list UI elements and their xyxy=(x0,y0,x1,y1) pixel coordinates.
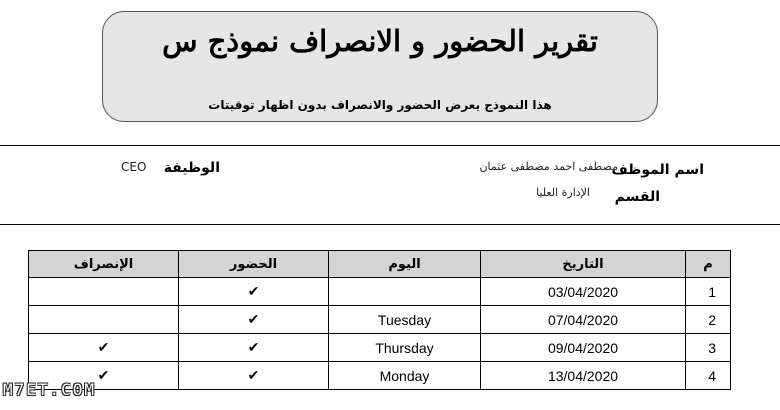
row-day: Monday xyxy=(329,362,481,390)
report-subtitle: هذا النموذج يعرض الحضور والانصراف بدون اظهار توقيتات xyxy=(208,98,552,112)
check-in-mark: ✔ xyxy=(179,334,329,362)
row-number: 1 xyxy=(686,278,731,306)
table-header-row xyxy=(29,251,731,278)
divider-bottom xyxy=(0,224,780,225)
check-out-mark: ✔ xyxy=(29,334,179,362)
row-date: 03/04/2020 xyxy=(481,278,686,306)
report-title-box xyxy=(102,11,658,122)
header-day: اليوم xyxy=(329,251,481,278)
check-out-mark: ✔ xyxy=(29,362,179,390)
row-number: 2 xyxy=(686,306,731,334)
site-watermark: M7ET.COM xyxy=(3,380,97,399)
row-day xyxy=(329,278,481,306)
report-title: تقرير الحضور و الانصراف نموذج س xyxy=(162,24,598,58)
employee-name-value: مصطفى احمد مصطفى عثمان xyxy=(479,160,618,173)
row-day: Thursday xyxy=(329,334,481,362)
table-row xyxy=(29,306,731,334)
check-in-mark: ✔ xyxy=(179,362,329,390)
attendance-table xyxy=(28,250,731,390)
header-date: التاريخ xyxy=(481,251,686,278)
row-date: 09/04/2020 xyxy=(481,334,686,362)
header-check-in: الحضور xyxy=(179,251,329,278)
check-out-mark xyxy=(29,306,179,334)
header-check-out: الإنصراف xyxy=(29,251,179,278)
department-value: الإدارة العليا xyxy=(536,186,590,199)
row-number: 4 xyxy=(686,362,731,390)
row-date: 13/04/2020 xyxy=(481,362,686,390)
table-row xyxy=(29,362,731,390)
table-row xyxy=(29,278,731,306)
employee-name-label: اسم الموظف xyxy=(611,162,704,178)
row-number: 3 xyxy=(686,334,731,362)
divider-top xyxy=(0,145,780,146)
check-in-mark: ✔ xyxy=(179,278,329,306)
check-out-mark xyxy=(29,278,179,306)
check-in-mark: ✔ xyxy=(179,306,329,334)
table-row xyxy=(29,334,731,362)
job-value: CEO xyxy=(121,160,147,174)
row-date: 07/04/2020 xyxy=(481,306,686,334)
job-label: الوظيفة xyxy=(163,160,220,176)
row-day: Tuesday xyxy=(329,306,481,334)
header-number: م xyxy=(686,251,731,278)
department-label: القسم xyxy=(614,189,660,205)
